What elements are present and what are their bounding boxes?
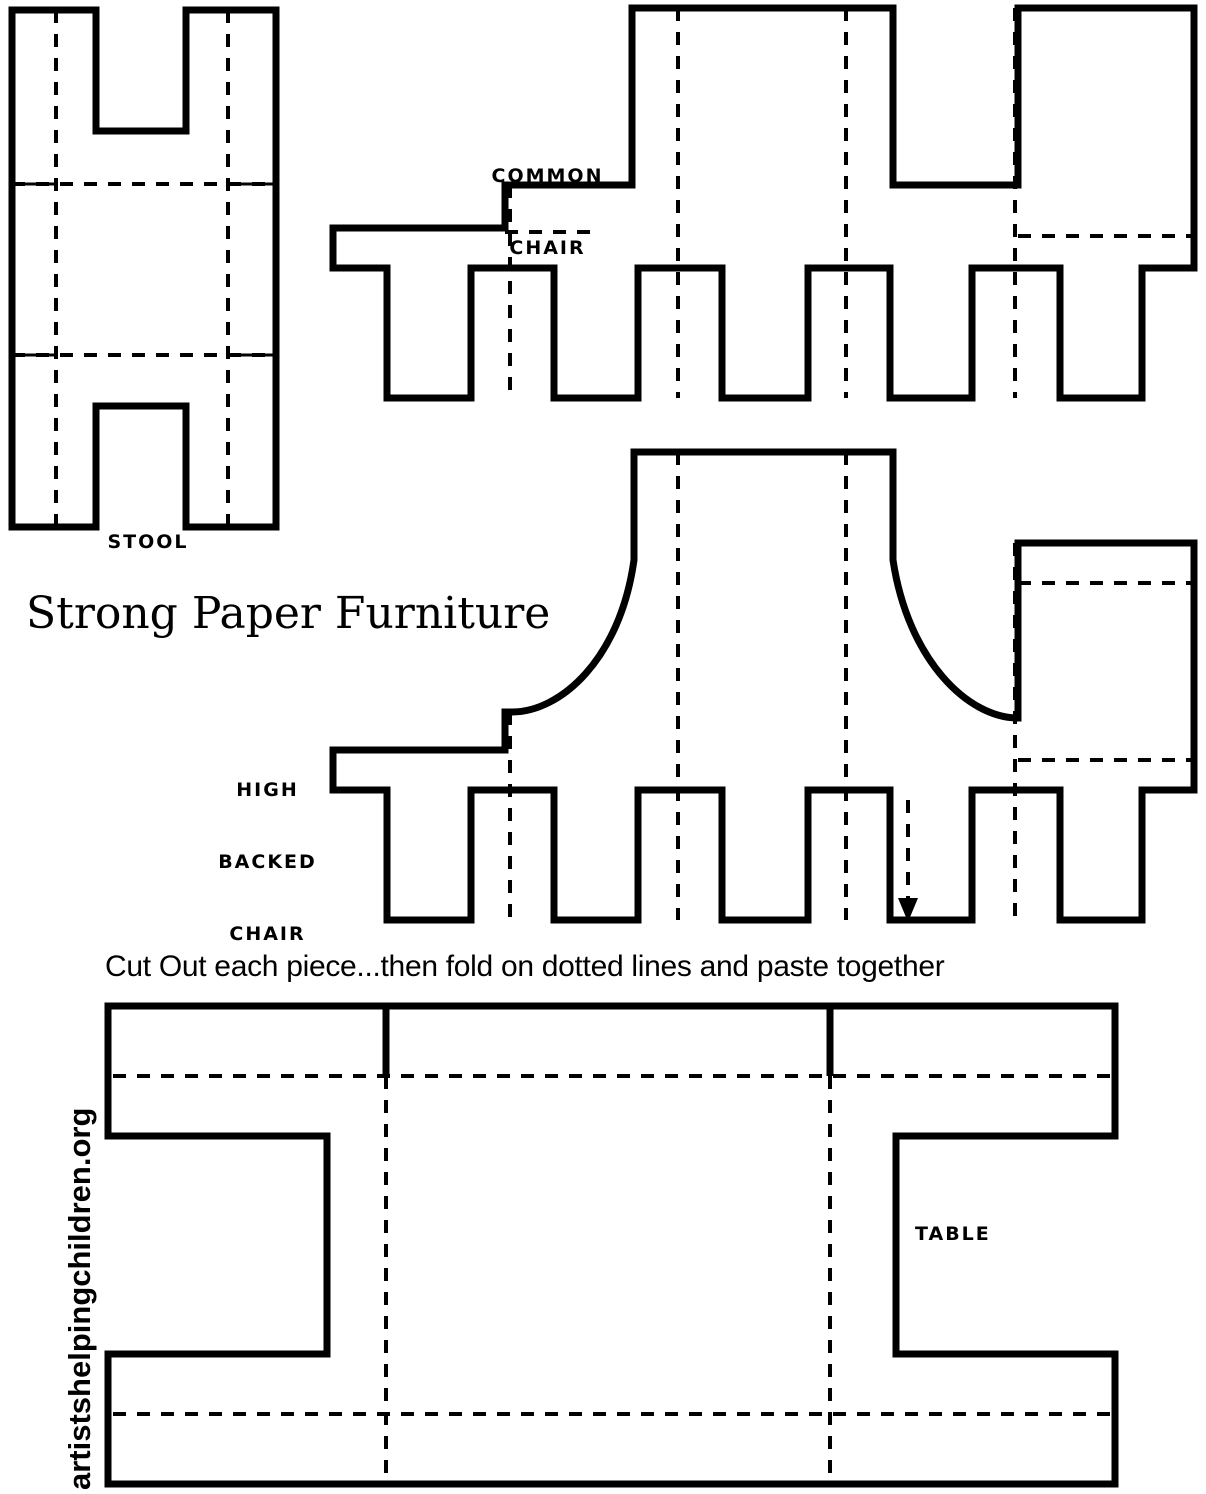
page-title: Strong Paper Furniture (26, 588, 551, 639)
label-stool: STOOL (107, 531, 189, 553)
label-table: TABLE (915, 1223, 991, 1245)
label-common-chair (455, 116, 640, 308)
watermark-credit: artistshelpingchildren.org (62, 1107, 97, 1490)
piece-stool (12, 10, 276, 527)
label-high-backed-chair-line3: CHAIR (229, 923, 306, 945)
piece-high-backed-chair (333, 452, 1194, 922)
label-common-chair-line2: CHAIR (509, 237, 586, 259)
label-high-backed-chair-line2: BACKED (218, 851, 317, 873)
label-common-chair-line1: COMMON (491, 165, 604, 187)
instruction-text: Cut Out each piece...then fold on dotted lines and paste together (105, 950, 945, 983)
label-high-backed-chair-line1: HIGH (236, 779, 299, 801)
